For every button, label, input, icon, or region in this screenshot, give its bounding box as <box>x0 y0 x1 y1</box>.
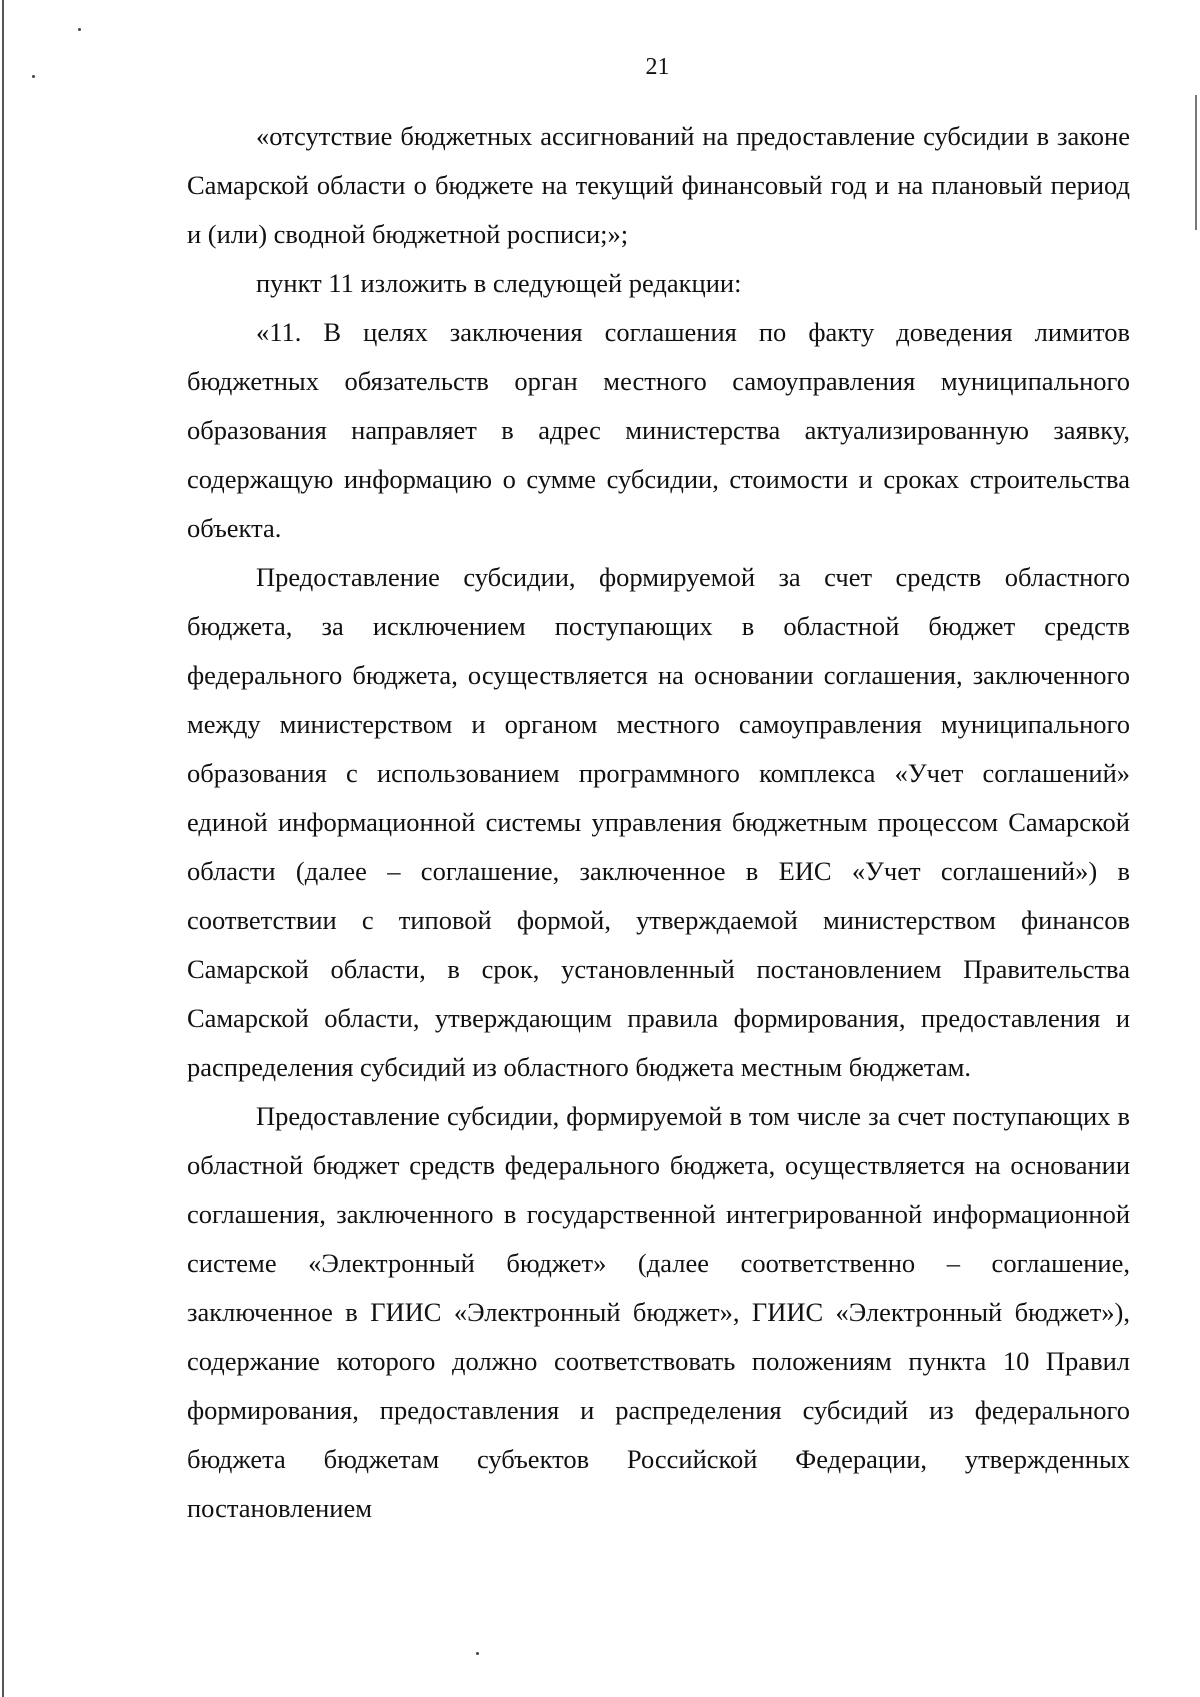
paragraph: «отсутствие бюджетных ассигнований на предоставление субсидии в законе Самарской области о бюджете на текущий финансовый год и на плановый период и (или) сводной бюджетной росписи;»; <box>187 121 1130 249</box>
page-number: 21 <box>645 54 670 80</box>
scan-edge-right <box>1195 95 1197 230</box>
paragraph: Предоставление субсидии, формируемой в том числе за счет поступающих в областной бюджет средств федерального бюджета, осуществляется на основании соглашения, заключенного в государственной интегрированной информационной системе «Электронный бюджет» (далее соответственно – соглашение, заключенное в ГИИС «Электронный бюджет», ГИИС «Электронный бюджет»), содержание которого должно соответствовать положениям пункта 10 Правил формирования, предоставления и распределения субсидий из федерального бюджета бюджетам субъектов Российской Федерации, утвержденных постановлением <box>187 1101 1130 1523</box>
paragraph: пункт 11 изложить в следующей редакции: <box>256 268 742 298</box>
scan-speck <box>476 1652 479 1655</box>
scan-speck <box>78 28 81 31</box>
document-body <box>187 112 1130 1533</box>
paragraph: «11. В целях заключения соглашения по факту доведения лимитов бюджетных обязательств орган местного самоуправления муниципального образования направляет в адрес министерства актуализированную заявку, содержащую информацию о сумме субсидии, стоимости и сроках строительства объекта. <box>187 317 1130 543</box>
paragraph: Предоставление субсидии, формируемой за счет средств областного бюджета, за исключением поступающих в областной бюджет средств федерального бюджета, осуществляется на основании соглашения, заключенного между министерством и органом местного самоуправления муниципального образования с использованием программного комплекса «Учет соглашений» единой информационной системы управления бюджетным процессом Самарской области (далее – соглашение, заключенное в ЕИС «Учет соглашений») в соответствии с типовой формой, утверждаемой министерством финансов Самарской области, в срок, установленный постановлением Правительства Самарской области, утверждающим правила формирования, предоставления и распределения субсидий из областного бюджета местным бюджетам. <box>187 562 1130 1082</box>
scan-edge-left <box>2 0 4 1697</box>
